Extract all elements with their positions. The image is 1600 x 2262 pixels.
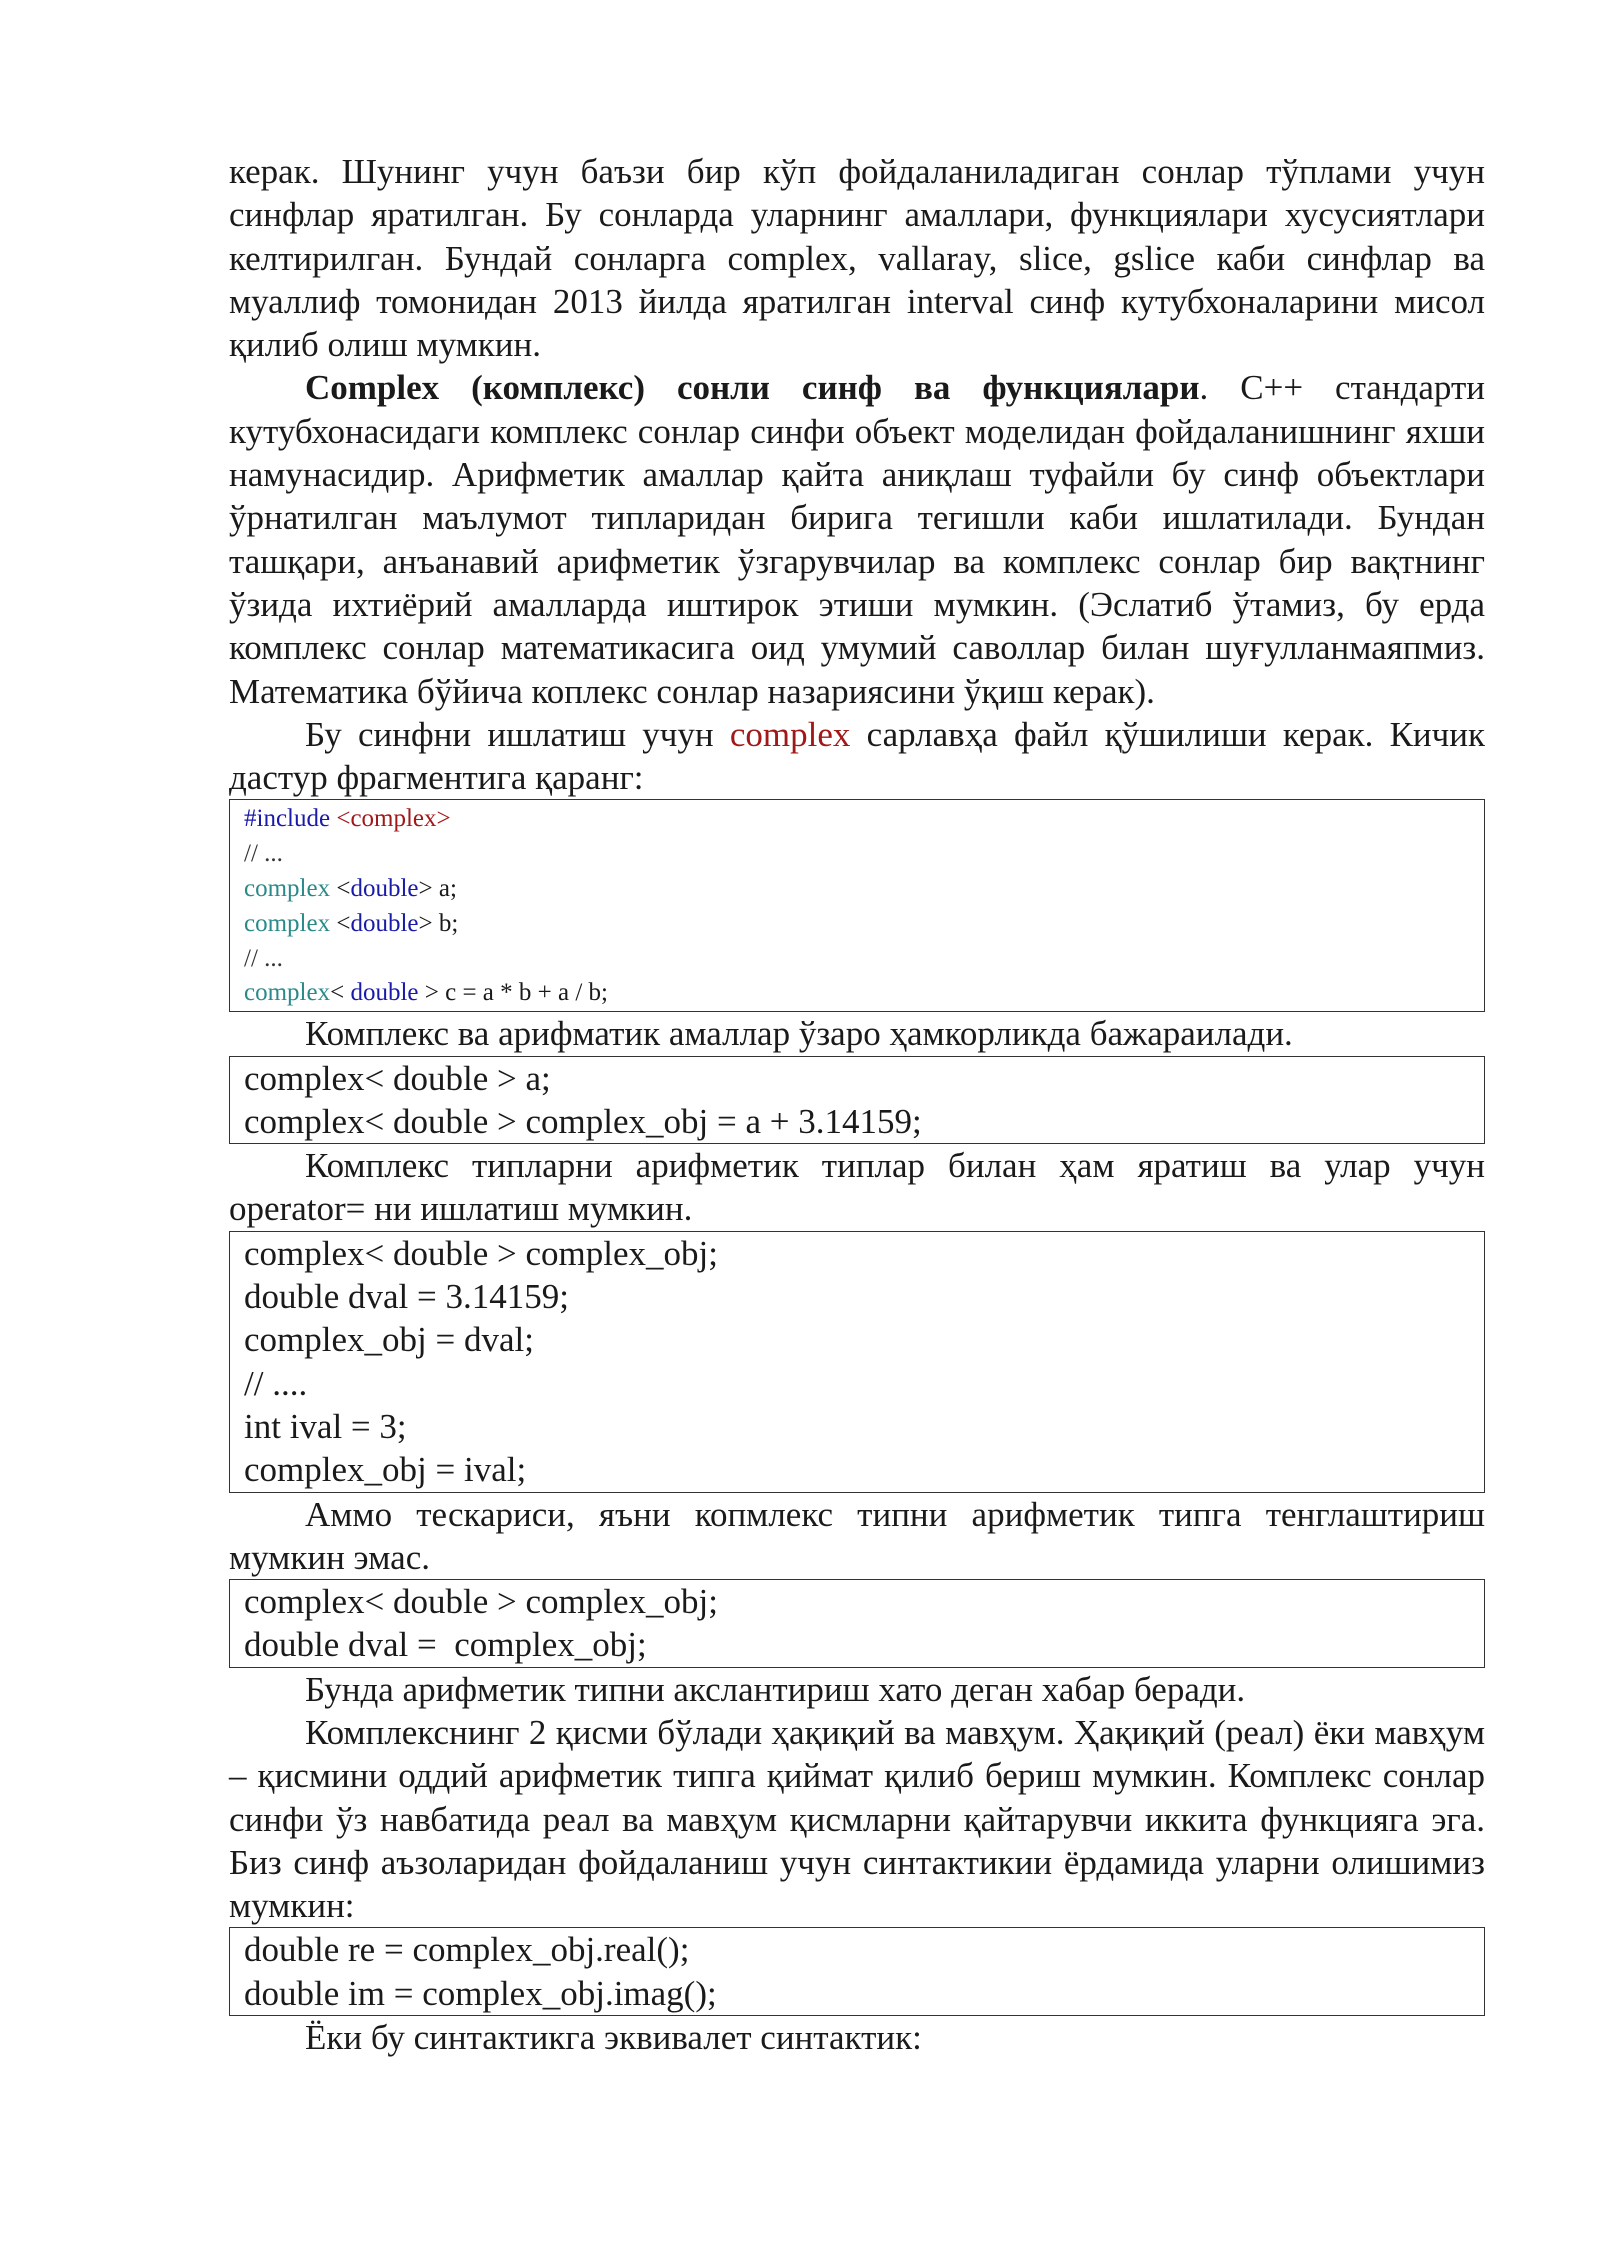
code-line: complex< double > a; — [244, 1058, 551, 1098]
paragraph-error-msg: Бунда арифметик типни акслантириш хато деган хабар беради. — [305, 1669, 1246, 1709]
paragraph-equivalent: Ёки бу синтактикга эквивалет синтактик: — [305, 2018, 922, 2058]
code-token: double — [350, 875, 419, 903]
code-block-assign — [229, 1231, 1485, 1493]
code-block-real-imag — [229, 1927, 1485, 2016]
code-line — [244, 907, 1470, 942]
code-line: complex< double > complex_obj; — [244, 1582, 718, 1622]
paragraph-real-imag: Комплекснинг 2 қисми бўлади ҳақиқий ва мавҳум. Ҳақиқий (реал) ёки мавҳум – қисмини оддий арифметик типга қиймат қилиб бериш мумкин. Комплекс сонлар синфи ўз навбатида реал ва мавҳум қисмларни қайтарувчи иккита функцияга эга. Биз синф аъзоларидан фойдаланиш учун синтактикии ёрдамида уларни олишимиз мумкин: — [229, 1712, 1485, 1926]
paragraph-intro: керак. Шунинг учун баъзи бир кўп фойдаланиладиган сонлар тўплами учун синфлар яратилган. Бу сонларда уларнинг амаллари, функциялари хусусиятлари келтирилган. Бундай сонларга complex, vallaray, slice, gslice каби синфлар ва муаллиф томонидан 2013 йилда яратилган interval синф кутубхоналарини мисол қилиб олиш мумкин. — [229, 152, 1485, 365]
keyword-complex: complex — [729, 714, 851, 754]
paragraph-header-file — [229, 713, 1485, 800]
code-line: // ... — [244, 840, 283, 868]
code-token: #include — [244, 805, 337, 833]
paragraph-complex-class — [229, 366, 1485, 712]
code-block-arith — [229, 1056, 1485, 1145]
code-token: < — [336, 909, 351, 937]
code-line: double dval = complex_obj; — [244, 1625, 647, 1665]
code-token: <complex> — [336, 805, 451, 833]
text-fragment: сарлавҳа файл қўшилиши керак. Кичик дастур фрагментига қаранг: — [229, 714, 1485, 798]
code-line: double re = complex_obj.real(); — [244, 1930, 690, 1970]
document-page — [229, 150, 1485, 2059]
code-line: double im = complex_obj.imag(); — [244, 1973, 717, 2013]
code-token: < — [336, 875, 351, 903]
code-line: complex_obj = dval; — [244, 1320, 534, 1360]
code-line: complex_obj = ival; — [244, 1450, 527, 1490]
code-line: complex< double > complex_obj = a + 3.14159; — [244, 1101, 922, 1141]
code-token: complex — [244, 909, 337, 937]
code-token: complex — [244, 979, 331, 1007]
code-token: > b; — [418, 909, 459, 937]
code-token: complex — [244, 875, 337, 903]
code-line: // .... — [244, 1363, 308, 1403]
code-token: double — [350, 909, 419, 937]
code-token: < — [330, 979, 351, 1007]
code-line — [244, 976, 1470, 1011]
text-fragment: Бу синфни ишлатиш учун — [305, 714, 730, 754]
code-line: double dval = 3.14159; — [244, 1277, 569, 1317]
paragraph-reverse: Аммо тескариси, яъни копмлекс типни арифметик типга тенглаштириш мумкин эмас. — [229, 1494, 1485, 1577]
code-line: int ival = 3; — [244, 1406, 407, 1446]
code-line — [244, 802, 1470, 837]
paragraph-operator-assign: Комплекс типларни арифметик типлар билан ҳам яратиш ва улар учун operator= ни ишлатиш мумкин. — [229, 1146, 1485, 1229]
code-token: > a; — [418, 875, 457, 903]
paragraph-complex-class-text: . C++ стандарти кутубхонасидаги комплекс сонлар синфи объект моделидан фойдаланишнинг яхши намунасидир. Арифметик амаллар қайта аниқлаш туфайли бу синф объектлари ўрнатилган маълумот типларидан бирига тегишли каби ишлатилади. Бундан ташқари, анъанавий арифметик ўзгарувчилар ва комплекс сонлар бир вақтнинг ўзида ихтиёрий амалларда иштирок этиши мумкин. (Эслатиб ўтамиз, бу ерда комплекс сонлар математикасига оид умумий саволлар билан шуғулланмаяпмиз. Математика бўйича коплекс сонлар назариясини ўқиш керак). — [229, 368, 1485, 711]
code-token: > c = a * b + a / b; — [418, 979, 608, 1007]
code-line — [244, 872, 1470, 907]
section-heading: Complex (комплекс) сонли синф ва функциялари — [305, 368, 1200, 408]
code-block-include — [229, 799, 1485, 1012]
code-line: // ... — [244, 944, 283, 972]
code-token: double — [350, 979, 419, 1007]
code-line: complex< double > complex_obj; — [244, 1233, 718, 1273]
code-block-error — [229, 1579, 1485, 1668]
paragraph-arith-ops: Комплекс ва арифматик амаллар ўзаро ҳамкорликда бажараилади. — [305, 1014, 1293, 1054]
